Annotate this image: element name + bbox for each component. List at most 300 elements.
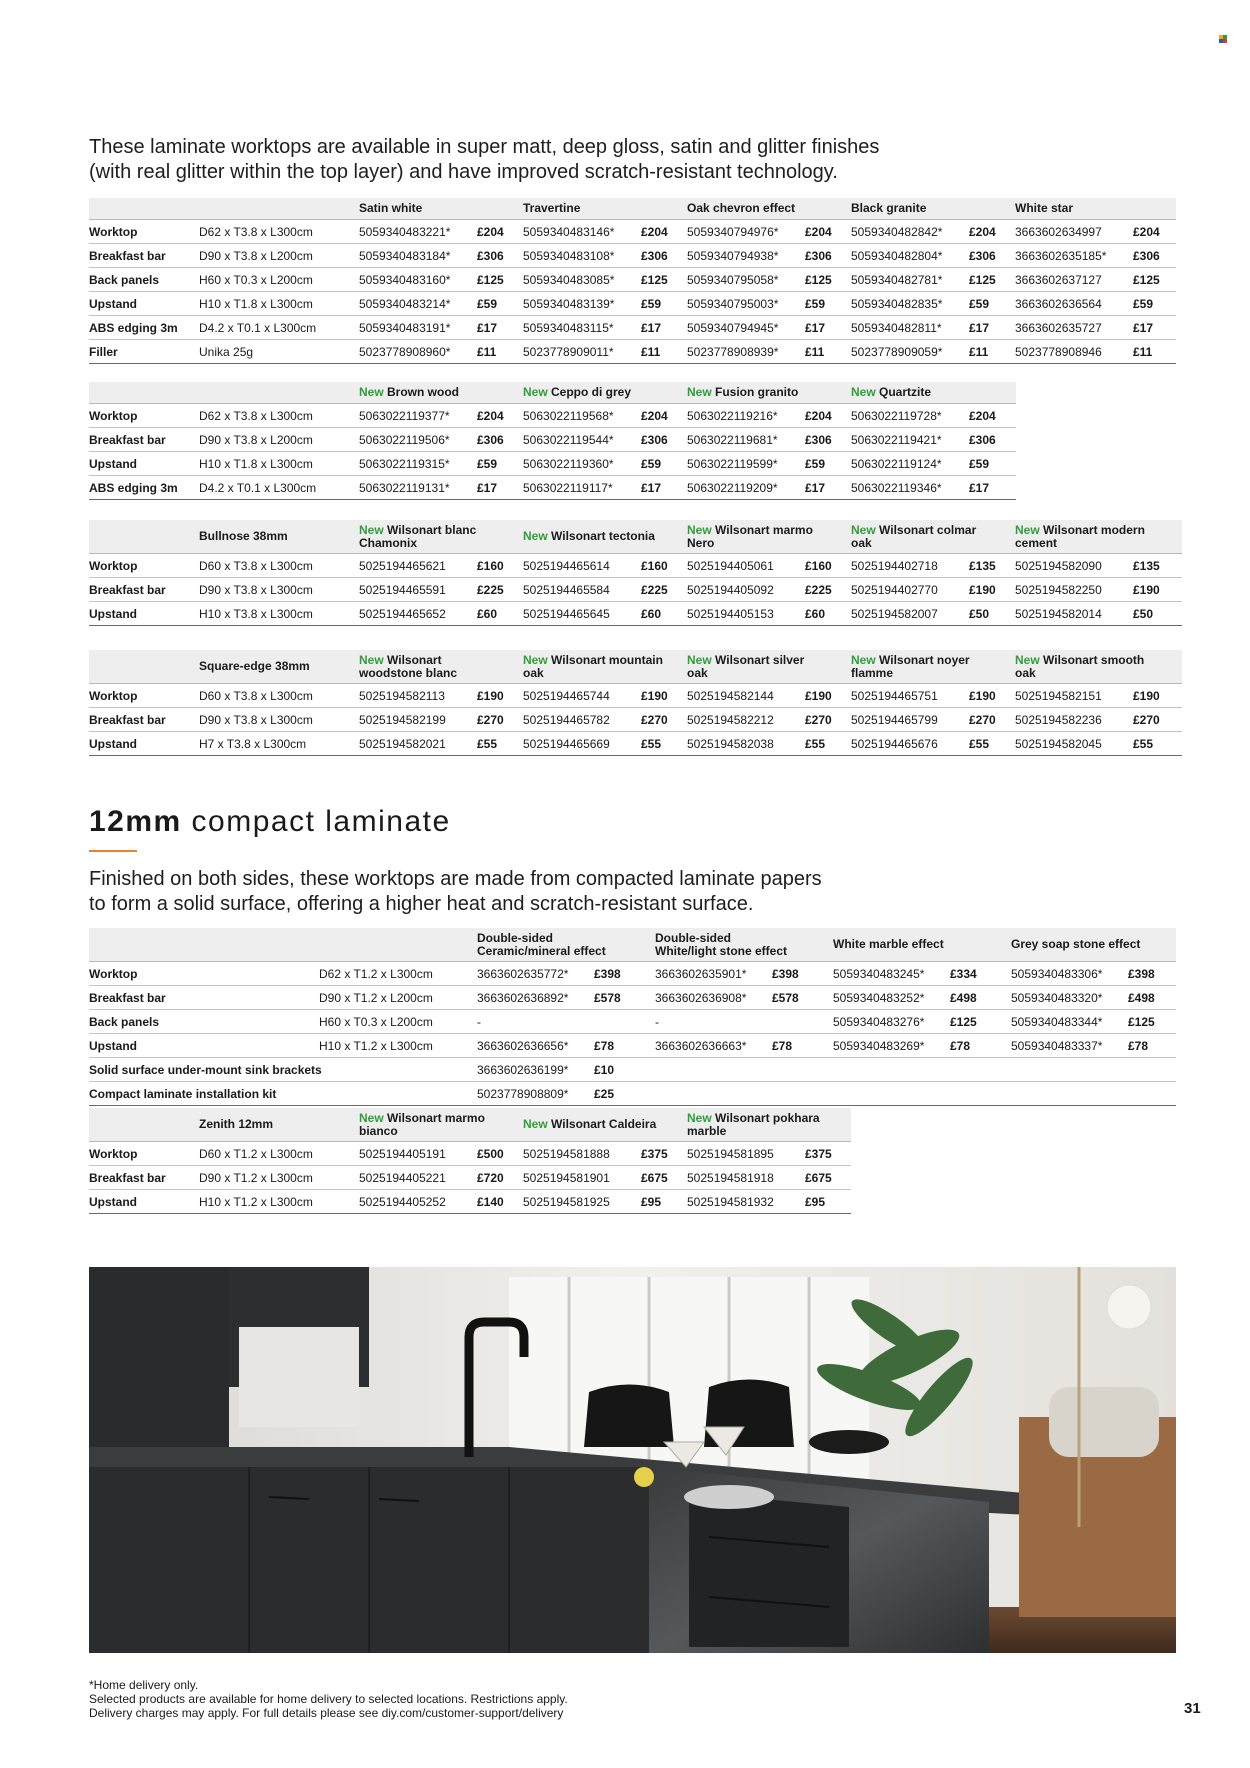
price-cell: £55 [969,737,990,751]
row-label: Worktop [89,225,138,239]
row-label: Back panels [89,1015,160,1029]
price-cell: £204 [969,409,996,423]
product-code-cell: 5025194582199 [359,713,446,727]
product-code-cell: - [655,1015,659,1029]
dimensions-cell: D60 x T3.8 x L300cm [199,559,313,573]
row-label: Worktop [89,967,138,981]
dimensions-cell: H60 x T0.3 x L200cm [199,273,313,287]
compact-laminate-table [89,928,1176,1106]
header-cell [359,650,499,683]
table-row [89,1190,851,1214]
product-code-cell: 5059340482811* [851,321,942,335]
row-label: Breakfast bar [89,249,166,263]
product-code-cell: 5063022119346* [851,481,942,495]
price-cell: £125 [1133,273,1160,287]
table-row [89,578,1182,602]
price-cell: £135 [969,559,996,573]
product-code-cell: 5025194465652 [359,607,446,621]
new-badge: New [359,385,388,399]
table-row [89,986,1176,1010]
price-cell: £190 [969,583,996,597]
price-cell: £125 [969,273,996,287]
header-cell [687,650,827,683]
table-row [89,684,1182,708]
price-cell: £498 [950,991,977,1005]
header-label: Zenith 12mm [199,1117,274,1131]
product-code-cell: 5025194465782 [523,713,610,727]
dimensions-cell: H10 x T1.2 x L300cm [199,1195,313,1209]
price-cell: £17 [969,321,990,335]
kitchen-illustration [89,1267,1176,1653]
table-row [89,476,1016,500]
header-cell [1015,650,1155,683]
table-row [89,1010,1176,1034]
table-header [89,650,1182,684]
price-cell: £190 [1133,689,1160,703]
footnote-line-1: *Home delivery only. [89,1678,199,1692]
header-cell [523,1108,663,1141]
price-cell: £11 [805,345,825,359]
product-code-cell: 5059340794976* [687,225,779,239]
dimensions-cell: H60 x T0.3 x L200cm [319,1015,433,1029]
header-cell [687,382,827,403]
row-label: Back panels [89,273,160,287]
header-cell [199,650,349,683]
product-code-cell: 5063022119315* [359,457,450,471]
header-cell [851,650,991,683]
product-code-cell: 5025194465744 [523,689,610,703]
price-cell: £55 [477,737,498,751]
price-cell: £270 [1133,713,1160,727]
product-code-cell: 5025194582045 [1015,737,1102,751]
dimensions-cell: H10 x T1.8 x L300cm [199,457,313,471]
product-code-cell: 5025194465645 [523,607,610,621]
price-cell: £60 [641,607,662,621]
new-badge: New [851,522,880,537]
product-code-cell: 3663602636892* [477,991,569,1005]
dimensions-cell: D90 x T3.8 x L300cm [199,583,313,597]
footnote-line-2: Selected products are available for home delivery to selected locations. Restrictions apply. [89,1692,568,1706]
dimensions-cell: D4.2 x T0.1 x L300cm [199,321,317,335]
kitchen-photo [89,1267,1176,1653]
product-code-cell: 5025194465799 [851,713,938,727]
price-cell: £306 [969,249,996,263]
price-cell: £78 [772,1039,793,1053]
table-header [89,928,1176,962]
header-cell [1011,928,1151,961]
header-label: Double-sided Ceramic/mineral effect [477,930,606,958]
product-code-cell: 5025194405092 [687,583,774,597]
intro-text [89,135,1089,185]
product-code-cell: 5025194582151 [1015,689,1102,703]
product-code-cell: 5059340794945* [687,321,779,335]
table-row [89,1082,1176,1106]
price-cell: £306 [641,249,668,263]
header-cell [851,198,991,219]
price-cell: £78 [594,1039,615,1053]
price-cell: £398 [772,967,799,981]
price-cell: £17 [477,321,498,335]
price-cell: £140 [477,1195,504,1209]
product-code-cell: 5063022119544* [523,433,614,447]
heading-rest: compact laminate [181,805,451,838]
row-label: Upstand [89,457,137,471]
price-cell: £675 [805,1171,832,1185]
header-label: Ceppo di grey [551,385,632,399]
product-code-cell: 5025194582014 [1015,607,1102,621]
table-row [89,1142,851,1166]
header-label: Square-edge 38mm [199,659,310,673]
product-code-cell: 5063022119599* [687,457,778,471]
product-code-cell: 5063022119421* [851,433,942,447]
lead-line-1: Finished on both sides, these worktops are made from compacted laminate papers [89,868,822,890]
table-row [89,220,1176,244]
price-cell: £190 [805,689,832,703]
table-row [89,244,1176,268]
header-cell [687,520,827,553]
table-header [89,520,1182,554]
price-cell: £578 [772,991,799,1005]
price-cell: £59 [477,457,498,471]
row-label: Breakfast bar [89,583,166,597]
header-cell [199,520,349,553]
row-label: Worktop [89,1147,138,1161]
product-code-cell: 5025194582144 [687,689,774,703]
table-row [89,428,1016,452]
header-label: Wilsonart marmo bianco [359,1110,485,1138]
table-row [89,452,1016,476]
header-label: Wilsonart silver oak [687,652,805,680]
row-label: Breakfast bar [89,433,166,447]
product-code-cell: 5063022119124* [851,457,942,471]
table-row [89,554,1182,578]
new-badge: New [359,652,388,667]
product-code-cell: 5023778908939* [687,345,779,359]
product-code-cell: - [477,1015,481,1029]
dimensions-cell: D4.2 x T0.1 x L300cm [199,481,317,495]
price-cell: £225 [805,583,832,597]
product-code-cell: 5025194465614 [523,559,610,573]
row-label: Filler [89,345,118,359]
price-cell: £125 [477,273,504,287]
header-label: White star [1015,201,1074,215]
header-label: Wilsonart mountain oak [523,652,663,680]
price-cell: £95 [805,1195,826,1209]
lead-line-2: to form a solid surface, offering a higher heat and scratch-resistant surface. [89,893,754,915]
price-cell: £59 [805,297,826,311]
price-cell: £398 [594,967,621,981]
product-code-cell: 5025194405191 [359,1147,446,1161]
header-label: Wilsonart blanc Chamonix [359,522,477,550]
dimensions-cell: D90 x T3.8 x L200cm [199,249,313,263]
price-cell: £55 [641,737,662,751]
table-row [89,292,1176,316]
dimensions-cell: D90 x T1.2 x L300cm [199,1171,313,1185]
price-cell: £59 [1133,297,1154,311]
header-cell [1015,198,1155,219]
product-code-cell: 5023778908960* [359,345,451,359]
product-code-cell: 5059340483191* [359,321,451,335]
price-cell: £270 [969,713,996,727]
table-row [89,732,1182,756]
header-label: Wilsonart Caldeira [551,1117,657,1131]
product-code-cell: 5025194465669 [523,737,610,751]
price-cell: £125 [950,1015,977,1029]
header-cell [523,650,663,683]
price-cell: £375 [805,1147,832,1161]
price-cell: £17 [969,481,990,495]
table-header [89,1108,851,1142]
price-cell: £306 [477,433,504,447]
price-cell: £17 [641,321,662,335]
product-code-cell: 5063022119506* [359,433,450,447]
laminate-worktops-table [89,198,1176,364]
product-code-cell: 5025194405252 [359,1195,446,1209]
product-code-cell: 5025194405061 [687,559,774,573]
product-code-cell: 5025194582250 [1015,583,1102,597]
price-cell: £578 [594,991,621,1005]
dimensions-cell: D62 x T3.8 x L300cm [199,225,313,239]
row-label: ABS edging 3m [89,321,178,335]
product-code-cell: 5025194402770 [851,583,938,597]
price-cell: £204 [805,409,832,423]
header-cell [477,928,617,961]
product-code-cell: 5025194405221 [359,1171,446,1185]
price-cell: £11 [641,345,661,359]
new-badge: New [687,522,716,537]
product-code-cell: 5025194581895 [687,1147,774,1161]
brand-logo-icon [1219,35,1227,43]
product-code-cell: 3663602637127 [1015,273,1102,287]
table-row [89,962,1176,986]
price-cell: £306 [805,249,832,263]
table-header [89,382,1016,404]
price-cell: £204 [1133,225,1160,239]
price-cell: £190 [477,689,504,703]
product-code-cell: 5059340483115* [523,321,614,335]
product-code-cell: 5059340483320* [1011,991,1103,1005]
header-cell [359,1108,499,1141]
page-number: 31 [1184,1700,1201,1717]
product-code-cell: 5025194582236 [1015,713,1102,727]
price-cell: £125 [805,273,832,287]
dimensions-cell: H10 x T1.8 x L300cm [199,297,313,311]
product-code-cell: 5063022119216* [687,409,778,423]
header-label: Wilsonart marmo Nero [687,522,813,550]
heading-bold: 12mm [89,805,182,838]
new-badge: New [1015,522,1044,537]
header-label: Wilsonart colmar oak [851,522,977,550]
price-cell: £334 [950,967,977,981]
table-row [89,1166,851,1190]
dimensions-cell: H10 x T3.8 x L300cm [199,607,313,621]
price-cell: £398 [1128,967,1155,981]
price-cell: £204 [805,225,832,239]
product-code-cell: 5025194465584 [523,583,610,597]
compact-laminate-heading [89,805,451,839]
product-code-cell: 5025194405153 [687,607,774,621]
header-label: Bullnose 38mm [199,529,288,543]
product-code-cell: 3663602634997 [1015,225,1102,239]
intro-line-1: These laminate worktops are available in super matt, deep gloss, satin and glitter finishes [89,136,880,158]
header-cell [523,382,663,403]
table-row [89,1034,1176,1058]
row-label: Breakfast bar [89,991,166,1005]
new-badge: New [523,529,552,543]
product-code-cell: 5059340795058* [687,273,779,287]
price-cell: £498 [1128,991,1155,1005]
price-cell: £17 [805,321,826,335]
product-code-cell: 5063022119131* [359,481,450,495]
product-code-cell: 5059340483337* [1011,1039,1103,1053]
price-cell: £25 [594,1087,615,1101]
product-code-cell: 5063022119377* [359,409,450,423]
product-code-cell: 5063022119568* [523,409,614,423]
product-code-cell: 5059340483252* [833,991,925,1005]
row-label: Compact laminate installation kit [89,1087,277,1101]
delivery-footnote [89,1678,568,1720]
new-badge: New [687,385,716,399]
price-cell: £135 [1133,559,1160,573]
table-row [89,340,1176,364]
table-row [89,708,1182,732]
product-code-cell: 5059340482804* [851,249,943,263]
price-cell: £204 [641,409,668,423]
product-code-cell: 5059340483085* [523,273,615,287]
header-label: Satin white [359,201,423,215]
product-code-cell: 5063022119360* [523,457,614,471]
product-code-cell: 3663602635185* [1015,249,1107,263]
product-code-cell: 5059340483184* [359,249,451,263]
row-label: Upstand [89,737,137,751]
header-label: Quartzite [879,385,932,399]
row-label: Breakfast bar [89,1171,166,1185]
product-code-cell: 5059340483245* [833,967,925,981]
price-cell: £160 [805,559,832,573]
dimensions-cell: D90 x T1.2 x L200cm [319,991,433,1005]
price-cell: £78 [1128,1039,1149,1053]
header-label: Wilsonart modern cement [1015,522,1145,550]
header-cell [687,198,827,219]
header-cell [523,520,663,553]
price-cell: £306 [1133,249,1160,263]
header-cell [687,1108,827,1141]
price-cell: £17 [641,481,662,495]
table-row [89,1058,1176,1082]
product-code-cell: 5025194465591 [359,583,446,597]
product-code-cell: 5025194581901 [523,1171,610,1185]
price-cell: £17 [477,481,498,495]
header-label: Fusion granito [715,385,799,399]
product-code-cell: 5023778908809* [477,1087,569,1101]
header-cell [359,382,499,403]
price-cell: £225 [477,583,504,597]
header-label: Travertine [523,201,581,215]
price-cell: £11 [969,345,989,359]
price-cell: £59 [969,457,990,471]
header-cell [851,382,991,403]
product-code-cell: 3663602635727 [1015,321,1102,335]
price-cell: £95 [641,1195,662,1209]
compact-laminate-description [89,867,1089,917]
price-cell: £720 [477,1171,504,1185]
product-code-cell: 5025194581918 [687,1171,774,1185]
price-cell: £60 [477,607,498,621]
product-code-cell: 5059340482835* [851,297,943,311]
product-code-cell: 5059340794938* [687,249,779,263]
price-cell: £11 [1133,345,1153,359]
product-code-cell: 5025194581888 [523,1147,610,1161]
product-code-cell: 3663602635901* [655,967,747,981]
header-label: Oak chevron effect [687,201,796,215]
price-cell: £55 [1133,737,1154,751]
header-label: Wilsonart noyer flamme [851,652,970,680]
header-label: Wilsonart pokhara marble [687,1110,820,1138]
price-cell: £375 [641,1147,668,1161]
product-code-cell: 5063022119728* [851,409,942,423]
row-label: Worktop [89,559,138,573]
new-badge: New [851,652,880,667]
header-cell [833,928,973,961]
product-code-cell: 3663602636656* [477,1039,569,1053]
row-label: Solid surface under-mount sink brackets [89,1063,322,1077]
header-label: White marble effect [833,937,944,951]
product-code-cell: 5025194582021 [359,737,446,751]
product-code-cell: 5059340483344* [1011,1015,1103,1029]
new-badge: New [359,1110,388,1125]
row-label: Breakfast bar [89,713,166,727]
product-code-cell: 5025194582113 [359,689,445,703]
footnote-line-3: Delivery charges may apply. For full details please see diy.com/customer-support/delivery [89,1706,564,1720]
new-laminate-worktops-table [89,382,1016,500]
header-cell [359,520,499,553]
row-label: Upstand [89,1039,137,1053]
price-cell: £55 [805,737,826,751]
table-row [89,316,1176,340]
product-code-cell: 5025194582038 [687,737,774,751]
product-code-cell: 5059340482781* [851,273,943,287]
new-badge: New [523,1117,552,1131]
product-code-cell: 5025194465621 [359,559,446,573]
price-cell: £17 [1133,321,1154,335]
product-code-cell: 5059340483139* [523,297,615,311]
price-cell: £50 [1133,607,1154,621]
price-cell: £10 [594,1063,615,1077]
price-cell: £78 [950,1039,971,1053]
price-cell: £50 [969,607,990,621]
price-cell: £306 [805,433,832,447]
price-cell: £270 [641,713,668,727]
price-cell: £190 [969,689,996,703]
header-cell [359,198,499,219]
header-cell [523,198,663,219]
dimensions-cell: D60 x T1.2 x L300cm [199,1147,313,1161]
product-code-cell: 5063022119209* [687,481,778,495]
price-cell: £225 [641,583,668,597]
price-cell: £160 [641,559,668,573]
new-badge: New [523,385,552,399]
new-badge: New [851,385,880,399]
header-label: Wilsonart woodstone blanc [359,652,458,680]
header-cell [851,520,991,553]
header-label: Double-sided White/light stone effect [655,930,787,958]
header-label: Brown wood [387,385,460,399]
product-code-cell: 5059340483276* [833,1015,925,1029]
price-cell: £500 [477,1147,504,1161]
row-label: Upstand [89,1195,137,1209]
price-cell: £59 [641,297,662,311]
price-cell: £204 [477,225,504,239]
